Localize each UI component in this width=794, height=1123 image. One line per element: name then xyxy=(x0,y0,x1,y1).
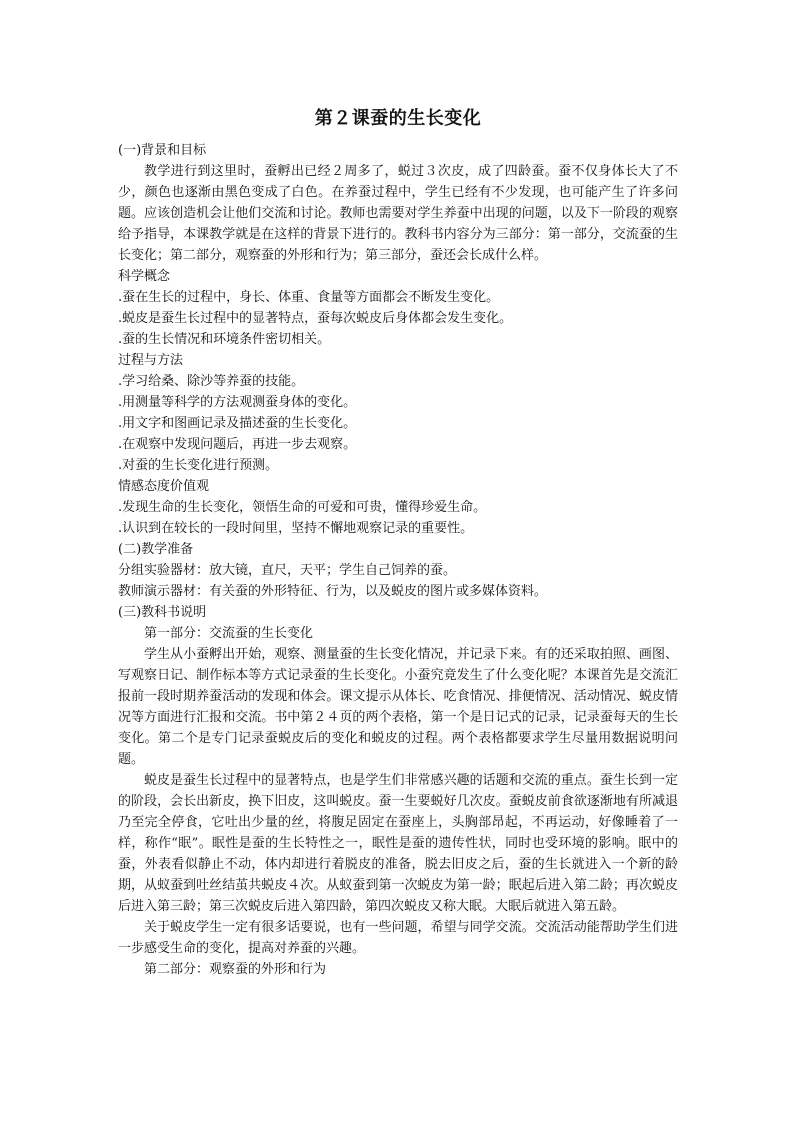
list-item: .学习给桑、除沙等养蚕的技能。 xyxy=(118,374,305,389)
part-one-heading: 第一部分：交流蚕的生长变化 xyxy=(144,626,314,641)
heading-process-methods: 过程与方法 xyxy=(118,353,184,368)
heading-science-concepts: 科学概念 xyxy=(118,269,171,284)
list-item: .用文字和图画记录及描述蚕的生长变化。 xyxy=(118,416,357,431)
list-item: .认识到在较长的一段时间里，坚持不懈地观察记录的重要性。 xyxy=(118,521,474,536)
list-item: .对蚕的生长变化进行预测。 xyxy=(118,458,279,473)
paragraph-background: 教学进行到这里时，蚕孵出已经２周多了，蜕过３次皮，成了四龄蚕。蚕不仅身体长大了不少，颜色也逐渐由黑色变成了白色。在养蚕过程中，学生已经有不少发现，也可能产生了许多问题。应该创造机会让他们交流和讨论。教师也需要对学生养蚕中出现的问题，以及下一阶段的观察给予指导，本课教学就是在这样的背景下进行的。教科书内容分为三部分：第一部分，交流蚕的生长变化；第二部分，观察蚕的外形和行为；第三部分，蚕还会长成什么样。 xyxy=(118,164,678,263)
list-item: .用测量等科学的方法观测蚕身体的变化。 xyxy=(118,395,357,410)
section-heading-background: (一)背景和目标 xyxy=(118,143,207,158)
heading-attitudes-values: 情感态度价值观 xyxy=(118,479,210,494)
paragraph-teacher-materials: 教师演示器材：有关蚕的外形特征、行为，以及蜕皮的图片或多媒体资料。 xyxy=(118,584,548,599)
paragraph-part-one-3: 关于蜕皮学生一定有很多话要说，也有一些问题，希望与同学交流。交流活动能帮助学生们进一步感受生命的变化，提高对养蚕的兴趣。 xyxy=(118,920,678,956)
paragraph-part-one-2: 蜕皮是蚕生长过程中的显著特点，也是学生们非常感兴趣的话题和交流的重点。蚕生长到一定的阶段，会长出新皮，换下旧皮，这叫蜕皮。蚕一生要蜕好几次皮。蚕蜕皮前食欲逐渐地有所减退乃至完全停食，它吐出少量的丝，将腹足固定在蚕座上，头胸部昂起，不再运动，好像睡着了一样，称作“眠”。眠性是蚕的生长特性之一，眠性是蚕的遗传性状，同时也受环境的影响。眠中的蚕，外表看似静止不动，体内却进行着脱皮的准备，脱去旧皮之后，蚕的生长就进入一个新的龄期，从蚁蚕到吐丝结茧共蜕皮４次。从蚁蚕到第一次蜕皮为第一龄；眠起后进入第二龄；再次蜕皮后进入第三龄；第三次蜕皮后进入第四龄，第四次蜕皮又称大眠。大眠后就进入第五龄。 xyxy=(118,773,678,914)
section-heading-textbook: (三)教科书说明 xyxy=(118,605,207,620)
document-page xyxy=(118,100,678,980)
paragraph-group-materials: 分组实验器材：放大镜，直尺，天平；学生自己饲养的蚕。 xyxy=(118,563,457,578)
list-item: .蚕的生长情况和环境条件密切相关。 xyxy=(118,332,331,347)
list-item: .在观察中发现问题后，再进一步去观察。 xyxy=(118,437,357,452)
section-heading-preparation: (二)教学准备 xyxy=(118,542,194,557)
page-title: 第２课蚕的生长变化 xyxy=(314,108,482,129)
paragraph-part-one-1: 学生从小蚕孵出开始，观察、测量蚕的生长变化情况，并记录下来。有的还采取拍照、画图、写观察日记、制作标本等方式记录蚕的生长变化。小蚕究竟发生了什么变化呢？本课首先是交流汇报前一段时期养蚕活动的发现和体会。课文提示从体长、吃食情况、排便情况、活动情况、蜕皮情况等方面进行汇报和交流。书中第２４页的两个表格，第一个是日记式的记录，记录蚕每天的生长变化。第二个是专门记录蚕蜕皮后的变化和蜕皮的过程。两个表格都要求学生尽量用数据说明问题。 xyxy=(118,647,678,767)
list-item: .蜕皮是蚕生长过程中的显著特点，蚕每次蜕皮后身体都会发生变化。 xyxy=(118,311,513,326)
part-two-heading: 第二部分：观察蚕的外形和行为 xyxy=(144,962,327,977)
list-item: .蚕在生长的过程中，身长、体重、食量等方面都会不断发生变化。 xyxy=(118,290,500,305)
list-item: .发现生命的生长变化，领悟生命的可爱和可贵，懂得珍爱生命。 xyxy=(118,500,487,515)
